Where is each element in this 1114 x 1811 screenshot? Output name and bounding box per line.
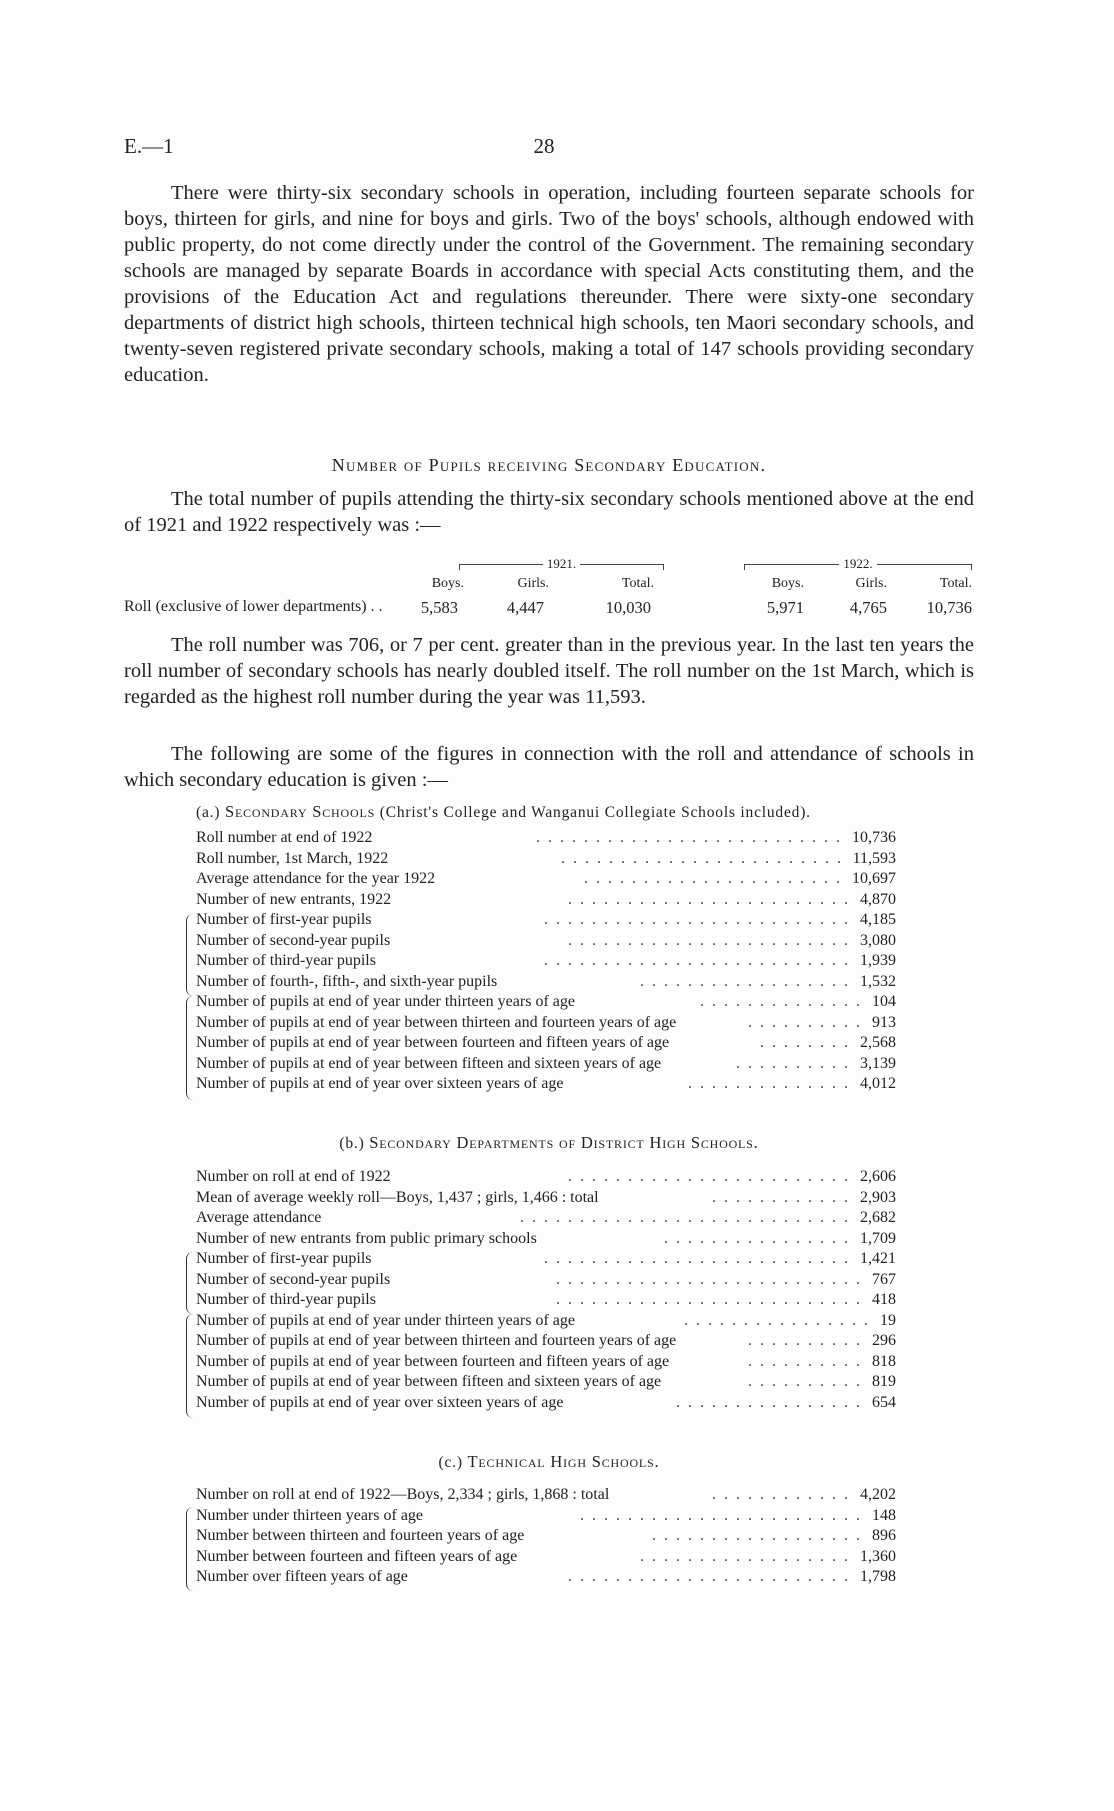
stat-label: Number between thirteen and fourteen years of age — [196, 1527, 525, 1544]
following-paragraph: The following are some of the figures in connection with the roll and attendance of schools in which secondary education is given :— — [124, 743, 974, 791]
total-paragraph: The total number of pupils attending the thirty-six secondary schools mentioned above at the end of 1921 and 1922 respectively was :— — [124, 488, 974, 536]
brace-a-ages — [186, 996, 193, 1100]
section-a-heading — [196, 802, 976, 822]
stat-value: 418 — [872, 1291, 896, 1308]
stat-value: 3,139 — [860, 1054, 896, 1072]
stat-value: 896 — [872, 1527, 896, 1544]
col-header-total-1921: Total. — [621, 576, 654, 591]
section-c-prefix: (c.) — [438, 1454, 463, 1471]
stat-row — [196, 1311, 896, 1332]
stat-value: 2,903 — [860, 1188, 896, 1206]
leader-dots: . . . . . . . . . . — [748, 1352, 862, 1370]
stat-row — [196, 1331, 896, 1352]
section-c-title: Technical High Schools. — [467, 1452, 660, 1471]
stat-row — [196, 1167, 896, 1188]
leader-dots: . . . . . . . . . . — [748, 1013, 862, 1031]
stat-label: Average attendance for the year 1922 — [196, 870, 436, 887]
document-code: E.—1 — [124, 134, 174, 158]
stat-row — [196, 1506, 896, 1527]
stat-label: Number of third-year pupils — [196, 952, 376, 969]
stat-row — [196, 1352, 896, 1373]
stat-value: 296 — [872, 1332, 896, 1349]
stat-value: 2,606 — [860, 1168, 896, 1185]
stat-value: 3,080 — [860, 931, 896, 949]
section-heading: Number of Pupils receiving Secondary Education. — [331, 455, 767, 475]
stat-row — [196, 1188, 896, 1209]
leader-dots: . . . . . . . . . . . . . . . . . . . . . . . . . . — [556, 1270, 862, 1288]
stat-label: Number of first-year pupils — [196, 1250, 372, 1267]
leader-dots: . . . . . . . . . . . . . . . . — [684, 1311, 870, 1329]
stat-label: Number of pupils at end of year between fourteen and fifteen years of age — [196, 1352, 670, 1370]
section-b-title: Secondary Departments of District High Schools. — [369, 1133, 759, 1152]
brace-b-ages — [186, 1314, 193, 1418]
year-group-1921 — [459, 556, 664, 572]
intro-paragraph: There were thirty-six secondary schools in operation, including fourteen separate schools for boys, thirteen for girls, and nine for boys and girls. Two of the boys' schools, although endowed with public property, do not come directly under the control of the Government. The remaining secondary schools are managed by separate Boards in accordance with special Acts constituting them, and the provisions of the Education Act and regulations thereunder. There were sixty-one secondary departments of district high schools, thirteen technical high schools, ten Maori secondary schools, and twenty-seven registered private secondary schools, making a total of 147 schools providing secondary education. — [124, 182, 974, 386]
stat-row — [196, 1567, 896, 1588]
stat-value: 104 — [872, 993, 896, 1010]
stat-row — [196, 951, 896, 972]
section-c-list — [196, 1485, 896, 1588]
stat-label: Number of third-year pupils — [196, 1291, 376, 1308]
stat-label: Number of pupils at end of year over sixteen years of age — [196, 1393, 564, 1411]
stat-value: 1,939 — [860, 952, 896, 969]
girls-1922-value: 4,765 — [849, 598, 887, 617]
page-header — [124, 134, 964, 164]
roll-row-label: Roll (exclusive of lower departments) . . — [124, 598, 383, 615]
stat-label: Roll number at end of 1922 — [196, 829, 373, 846]
leader-dots: . . . . . . . . . . . . . . . . . . . . . . . . . . — [536, 829, 842, 846]
stat-row — [196, 1054, 896, 1075]
leader-dots: . . . . . . . . . . . . . . . . . . . . . . . . . . — [544, 952, 850, 969]
stat-label: Number on roll at end of 1922 — [196, 1168, 391, 1185]
leader-dots: . . . . . . . . — [760, 1034, 850, 1051]
section-a-prefix: (a.) — [196, 804, 221, 821]
leader-dots: . . . . . . . . . . . . . . . . . . — [640, 972, 850, 990]
leader-dots: . . . . . . . . . . — [736, 1054, 850, 1072]
stat-label: Number of pupils at end of year over sixteen years of age — [196, 1075, 564, 1092]
stat-label: Number of pupils at end of year between fourteen and fifteen years of age — [196, 1034, 670, 1051]
stat-label: Number of pupils at end of year between fifteen and sixteen years of age — [196, 1054, 662, 1072]
stat-value: 4,202 — [860, 1486, 896, 1503]
stat-row — [196, 1270, 896, 1291]
stat-value: 1,532 — [860, 972, 896, 990]
leader-dots: . . . . . . . . . . . . . . . . . . . . . . . . — [568, 1168, 850, 1185]
stat-row — [196, 910, 896, 931]
section-b-prefix: (b.) — [339, 1135, 365, 1152]
stat-row — [196, 1526, 896, 1547]
stat-row — [196, 1208, 896, 1229]
stat-value: 1,709 — [860, 1229, 896, 1247]
leader-dots: . . . . . . . . . . . . . . . . . . . . . . . . — [568, 890, 850, 908]
leader-dots: . . . . . . . . . . . . . . — [700, 993, 862, 1010]
stat-row — [196, 992, 896, 1013]
stat-value: 2,568 — [860, 1034, 896, 1051]
section-a-note: (Christ's College and Wanganui Collegiate Schools included). — [379, 804, 811, 821]
section-c-heading — [124, 1452, 974, 1472]
section-b-heading — [124, 1133, 974, 1153]
total-1922-value: 10,736 — [926, 598, 972, 617]
stat-row — [196, 1033, 896, 1054]
col-header-boys-1921: Boys. — [431, 576, 464, 591]
brace-c-ages — [186, 1507, 193, 1591]
stat-label: Number of pupils at end of year between thirteen and fourteen years of age — [196, 1013, 677, 1031]
stat-value: 148 — [872, 1506, 896, 1524]
roll-table — [124, 556, 974, 626]
leader-dots: . . . . . . . . . . . . . . . . . . . . . . — [584, 870, 842, 887]
stat-value: 19 — [880, 1311, 896, 1329]
stat-value: 4,185 — [860, 911, 896, 928]
stat-row — [196, 972, 896, 993]
stat-label: Average attendance — [196, 1209, 322, 1226]
leader-dots: . . . . . . . . . . . . . . . . . . . . . . . . . . — [544, 911, 850, 928]
girls-1921-value: 4,447 — [506, 598, 544, 617]
stat-row — [196, 1547, 896, 1568]
stat-row — [196, 1229, 896, 1250]
stat-label: Number of first-year pupils — [196, 911, 372, 928]
section-b-list — [196, 1167, 896, 1413]
stat-label: Number of new entrants, 1922 — [196, 890, 392, 908]
page-number: 28 — [533, 134, 555, 158]
col-header-total-1922: Total. — [939, 576, 972, 591]
leader-dots: . . . . . . . . . . . . . . . . . . . . . . . . . . — [544, 1250, 850, 1267]
stat-row — [196, 890, 896, 911]
stat-value: 654 — [872, 1393, 896, 1411]
leader-dots: . . . . . . . . . . — [748, 1373, 862, 1390]
leader-dots: . . . . . . . . . . . . . . — [688, 1075, 850, 1092]
leader-dots: . . . . . . . . . . . . . . . . . . — [652, 1527, 862, 1544]
stat-value: 1,360 — [860, 1547, 896, 1565]
col-header-girls-1921: Girls. — [517, 576, 549, 591]
stat-label: Number under thirteen years of age — [196, 1506, 424, 1524]
stat-label: Number of pupils at end of year between fifteen and sixteen years of age — [196, 1373, 662, 1390]
col-header-boys-1922: Boys. — [771, 576, 804, 591]
year-label-1922: 1922. — [839, 556, 876, 571]
stat-value: 819 — [872, 1373, 896, 1390]
stat-label: Number of fourth-, fifth-, and sixth-year pupils — [196, 972, 498, 990]
stat-row — [196, 828, 896, 849]
stat-row — [196, 1485, 896, 1506]
stat-value: 818 — [872, 1352, 896, 1370]
stat-label: Number between fourteen and fifteen years of age — [196, 1547, 518, 1565]
stat-label: Number on roll at end of 1922—Boys, 2,334 ; girls, 1,868 : total — [196, 1486, 610, 1503]
leader-dots: . . . . . . . . . . . . . . . . . . . . . . . . — [568, 931, 850, 949]
section-a-list — [196, 828, 896, 1095]
leader-dots: . . . . . . . . . . . . . . . . . . . . . . . . — [568, 1568, 850, 1585]
stat-label: Number over fifteen years of age — [196, 1568, 408, 1585]
leader-dots: . . . . . . . . . . . . — [712, 1486, 850, 1503]
stat-row — [196, 849, 896, 870]
stat-row — [196, 1074, 896, 1095]
leader-dots: . . . . . . . . . . . . . . . . — [676, 1393, 862, 1411]
stat-value: 4,012 — [860, 1075, 896, 1092]
stat-row — [196, 931, 896, 952]
stat-label: Number of second-year pupils — [196, 1270, 391, 1288]
stat-label: Roll number, 1st March, 1922 — [196, 849, 389, 867]
leader-dots: . . . . . . . . . . . . — [712, 1188, 850, 1206]
boys-1922-value: 5,971 — [766, 598, 804, 617]
stat-value: 10,736 — [852, 829, 896, 846]
leader-dots: . . . . . . . . . . . . . . . . . . . . . . . . — [561, 849, 843, 867]
stat-row — [196, 1393, 896, 1414]
stat-label: Mean of average weekly roll—Boys, 1,437 ; girls, 1,466 : total — [196, 1188, 599, 1206]
stat-value: 2,682 — [860, 1209, 896, 1226]
brace-b-years — [186, 1252, 193, 1314]
leader-dots: . . . . . . . . . . . . . . . . . . . . . . . . . . . . — [520, 1209, 850, 1226]
stat-row — [196, 1372, 896, 1393]
roll-paragraph: The roll number was 706, or 7 per cent. greater than in the previous year. In the last ten years the roll number of secondary schools has nearly doubled itself. The roll number on the 1st March, which is regarded as the highest roll number during the year was 11,593. — [124, 634, 974, 708]
stat-label: Number of pupils at end of year between thirteen and fourteen years of age — [196, 1332, 677, 1349]
leader-dots: . . . . . . . . . . . . . . . . . . — [640, 1547, 850, 1565]
leader-dots: . . . . . . . . . . . . . . . . . . . . . . . . . . — [556, 1291, 862, 1308]
stat-value: 1,798 — [860, 1568, 896, 1585]
stat-label: Number of pupils at end of year under thirteen years of age — [196, 993, 575, 1010]
leader-dots: . . . . . . . . . . — [748, 1332, 862, 1349]
year-label-1921: 1921. — [543, 556, 580, 571]
stat-value: 10,697 — [852, 870, 896, 887]
stat-row — [196, 1249, 896, 1270]
leader-dots: . . . . . . . . . . . . . . . . . . . . . . . . — [580, 1506, 862, 1524]
stat-label: Number of second-year pupils — [196, 931, 391, 949]
boys-1921-value: 5,583 — [420, 598, 458, 617]
stat-value: 4,870 — [860, 890, 896, 908]
stat-label: Number of new entrants from public primary schools — [196, 1229, 537, 1247]
section-a-title: Secondary Schools — [224, 802, 376, 821]
stat-row — [196, 1013, 896, 1034]
col-header-girls-1922: Girls. — [855, 576, 887, 591]
stat-row — [196, 869, 896, 890]
stat-value: 11,593 — [852, 849, 896, 867]
stat-value: 1,421 — [860, 1250, 896, 1267]
total-1921-value: 10,030 — [605, 598, 651, 617]
leader-dots: . . . . . . . . . . . . . . . . — [664, 1229, 850, 1247]
stat-label: Number of pupils at end of year under thirteen years of age — [196, 1311, 575, 1329]
brace-a-years — [186, 914, 193, 996]
stat-value: 767 — [872, 1270, 896, 1288]
stat-value: 913 — [872, 1013, 896, 1031]
stat-row — [196, 1290, 896, 1311]
year-group-1922 — [744, 556, 972, 572]
